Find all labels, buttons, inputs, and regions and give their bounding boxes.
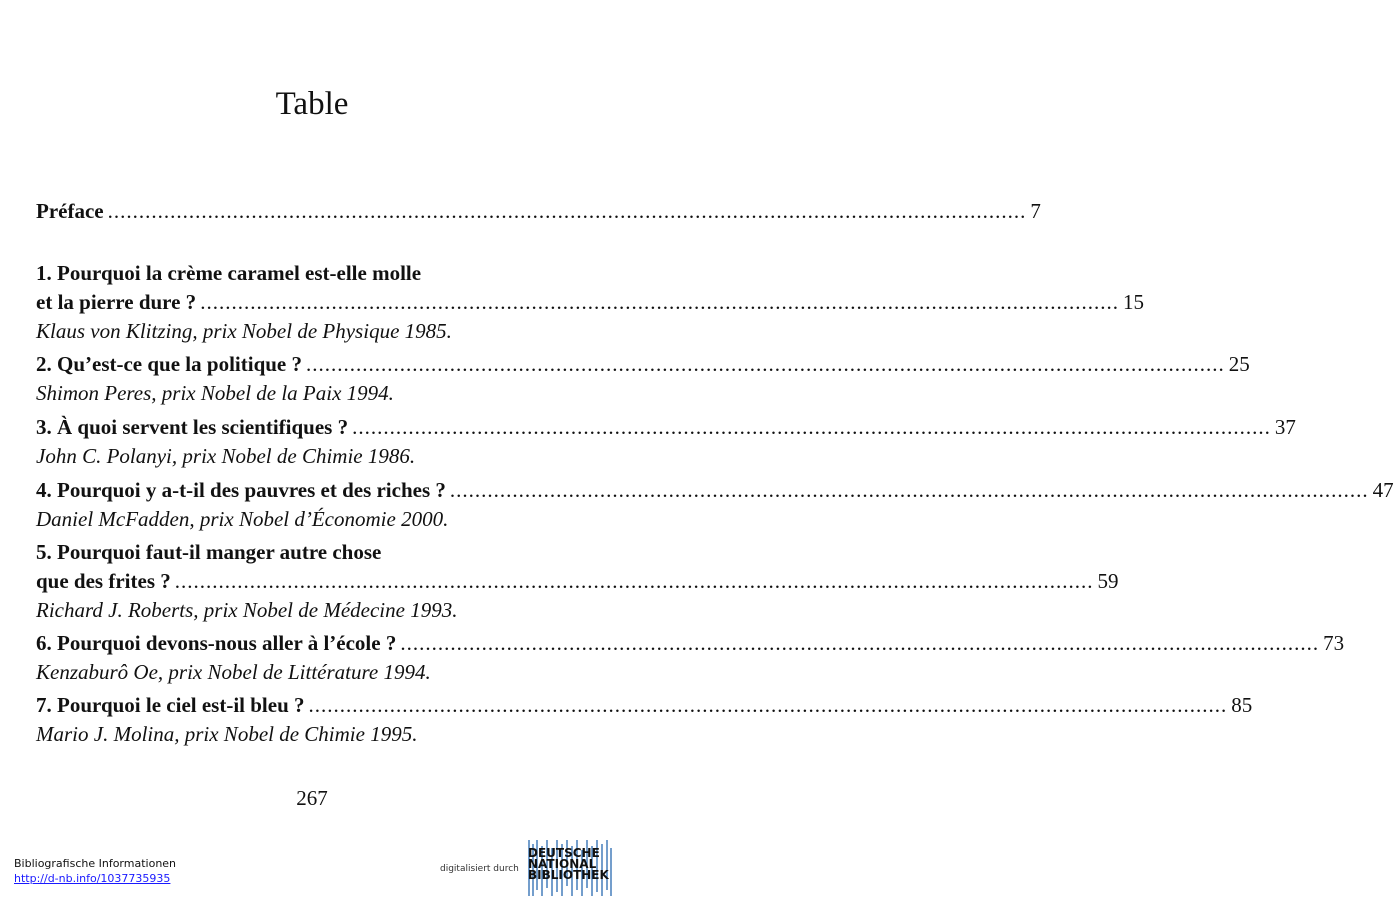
toc-entry-7-author: Mario J. Molina, prix Nobel de Chimie 1995. [36,722,418,746]
toc-entry-4 [36,475,1394,505]
toc-entry-label: 4. Pourquoi y a-t-il des pauvres et des riches ? [36,478,446,502]
bib-info-label: Bibliografische Informationen [14,857,177,870]
toc-entry-5-author: Richard J. Roberts, prix Nobel de Médecine 1993. [36,598,458,622]
toc-entry-5-first-line: 5. Pourquoi faut-il manger autre chose [36,540,382,564]
toc-entry-preface [36,196,1041,226]
toc-entry-label: Préface [36,199,104,223]
toc-entry-3-author: John C. Polanyi, prix Nobel de Chimie 1986. [36,444,416,468]
toc-leader-dots: ................................................................................................................................................... [200,290,1119,314]
toc-entry-1-author: Klaus von Klitzing, prix Nobel de Physique 1985. [36,319,452,343]
toc-entry-page: 85 [1231,693,1253,717]
toc-entry-1-first-line: 1. Pourquoi la crème caramel est-elle molle [36,261,422,285]
dnb-logo [526,848,614,888]
toc-entry-6 [36,628,1345,658]
toc-entry-2 [36,349,1250,379]
dnb-logo-line3: BIBLIOTHEK [528,868,609,882]
toc-entry-label: et la pierre dure ? [36,290,197,314]
bib-info-link[interactable]: http://d-nb.info/1037735935 [14,872,171,885]
toc-leader-dots: ................................................................................................................................................... [308,693,1228,717]
toc-leader-dots: ................................................................................................................................................... [449,478,1369,502]
toc-leader-dots: ................................................................................................................................................... [306,352,1225,376]
bibliographic-info [14,856,176,886]
toc-entry-page: 73 [1323,631,1345,655]
toc-entry-2-author: Shimon Peres, prix Nobel de la Paix 1994. [36,381,394,405]
dnb-logo-line2: NATIONAL [528,857,597,871]
toc-entry-label: 3. À quoi servent les scientifiques ? [36,415,349,439]
toc-leader-dots: ................................................................................................................................................... [400,631,1320,655]
toc-entry-4-author: Daniel McFadden, prix Nobel d’Économie 2000. [36,507,449,531]
toc-entry-1 [36,287,1144,317]
toc-entry-page: 15 [1122,290,1144,314]
toc-entry-label: que des frites ? [36,569,171,593]
dnb-logo-line1: DEUTSCHE [528,846,600,860]
toc-entry-page: 25 [1228,352,1250,376]
page-title: Table [275,86,349,122]
toc-entry-3 [36,412,1296,442]
toc-leader-dots: ................................................................................................................................................... [352,415,1271,439]
toc-leader-dots: ................................................................................................................................................... [107,199,1027,223]
toc-entry-page: 37 [1274,415,1296,439]
toc-entry-page: 47 [1372,478,1394,502]
toc-entry-page: 7 [1030,199,1041,223]
toc-entry-page: 59 [1097,569,1119,593]
toc-entry-label: 2. Qu’est-ce que la politique ? [36,352,302,376]
digitized-by-label: digitalisiert durch [440,864,519,874]
toc-entry-5 [36,566,1119,596]
page-number: 267 [296,786,328,810]
toc-leader-dots: ................................................................................................................................................... [174,569,1094,593]
toc-entry-7 [36,690,1253,720]
toc-entry-label: 6. Pourquoi devons-nous aller à l’école ? [36,631,397,655]
toc-entry-6-author: Kenzaburô Oe, prix Nobel de Littérature 1994. [36,660,431,684]
toc-entry-label: 7. Pourquoi le ciel est-il bleu ? [36,693,305,717]
